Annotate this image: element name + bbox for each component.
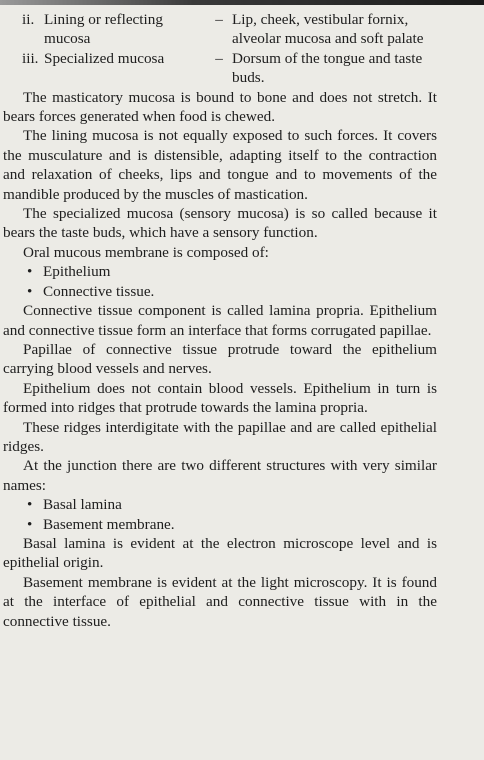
def-description: Dorsum of the tongue and taste buds. [232, 49, 423, 87]
list-item-text: Connective tissue. [43, 282, 155, 300]
list-item [3, 282, 437, 301]
def-number: iii. [22, 49, 39, 67]
def-description: Lip, cheek, vestibular fornix, alveolar mucosa and soft palate [232, 11, 424, 48]
paragraph-masticatory: The masticatory mucosa is bound to bone and does not stretch. It bears forces generated when food is chewed. [3, 88, 437, 126]
list-item-text: Basal lamina [43, 496, 122, 514]
def-term: Lining or reflecting mucosa [44, 11, 163, 48]
list-item [3, 515, 437, 534]
def-dash: – [215, 49, 223, 67]
bullet-icon: • [27, 496, 33, 514]
def-number: ii. [22, 11, 35, 28]
definition-row [3, 49, 437, 88]
paragraph-composition: Oral mucous membrane is composed of: [23, 243, 269, 261]
paragraph-papillae: Papillae of connective tissue protrude toward the epithelium carrying blood vessels and nerves. [3, 340, 437, 378]
paragraph-epithelium: Epithelium does not contain blood vessels. Epithelium in turn is formed into ridges that protrude towards the lamina propria. [3, 379, 437, 417]
paragraph-ridges: These ridges interdigitate with the papillae and are called epithelial ridges. [3, 418, 437, 455]
paragraph-lining: The lining mucosa is not equally exposed to such forces. It covers the musculature and is distensible, adapting itself to the contraction and relaxation of cheeks, lips and tongue and to movements of the mandible produced by the muscles of mastication. [3, 127, 437, 203]
bullet-icon: • [27, 515, 33, 533]
list-item [3, 262, 437, 281]
definition-row [3, 10, 437, 49]
def-dash: – [215, 11, 223, 28]
paragraph-specialized: The specialized mucosa (sensory mucosa) is so called because it bears the taste buds, which have a sensory function. [3, 205, 437, 242]
paragraph-basement-membrane: Basement membrane is evident at the light microscopy. It is found at the interface of epithelial and connective tissue with in the connective tissue. [3, 573, 437, 630]
junction-list [3, 495, 437, 534]
list-item-text: Basement membrane. [43, 515, 175, 533]
paragraph-lamina-propria: Connective tissue component is called lamina propria. Epithelium and connective tissue form an interface that forms corrugated papillae. [3, 302, 437, 339]
page-top-edge [0, 0, 484, 5]
bullet-icon: • [27, 263, 33, 281]
paragraph-junction: At the junction there are two different structures with very similar names: [3, 457, 437, 494]
composition-list [3, 262, 437, 301]
def-term: Specialized mucosa [44, 49, 165, 67]
list-item [3, 495, 437, 514]
paragraph-basal-lamina: Basal lamina is evident at the electron microscope level and is epithelial origin. [3, 534, 437, 572]
list-item-text: Epithelium [43, 263, 111, 281]
document-page [3, 10, 437, 631]
bullet-icon: • [27, 282, 33, 300]
